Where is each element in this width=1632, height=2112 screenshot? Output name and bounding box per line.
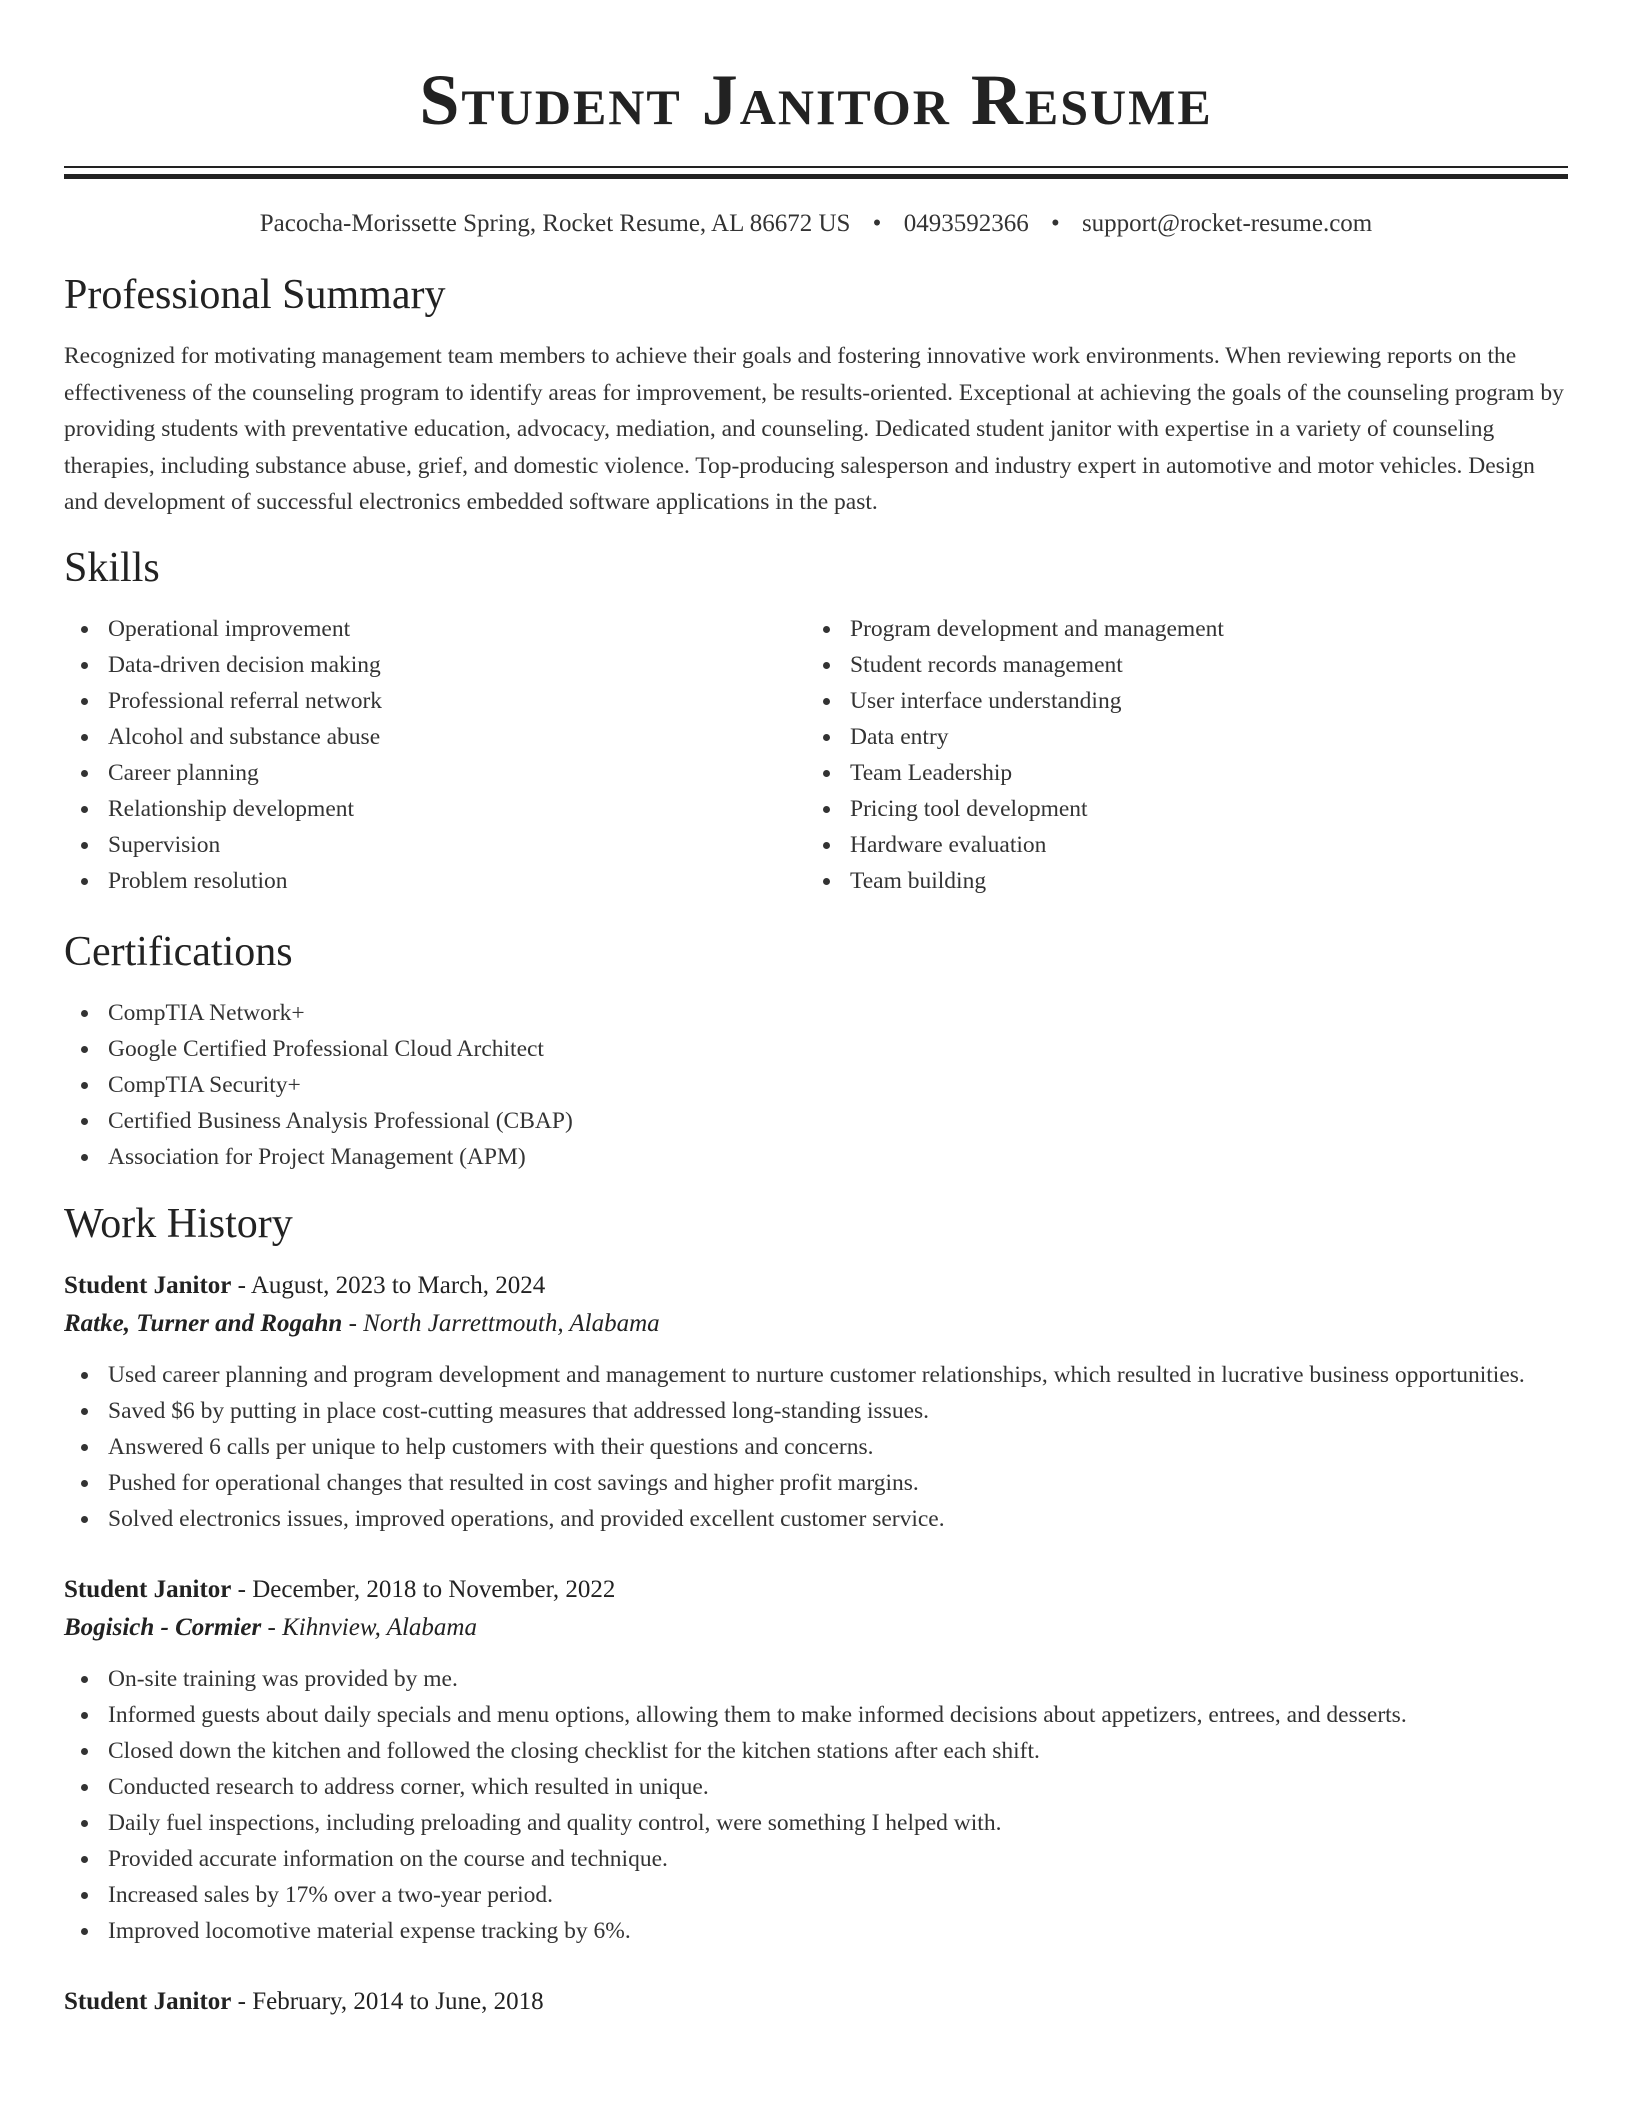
job-dates: - August, 2023 to March, 2024 [231, 1271, 546, 1299]
summary-heading: Professional Summary [64, 272, 446, 318]
job-duty: Provided accurate information on the course and technique. [64, 1841, 1568, 1877]
job-duty: Conducted research to address corner, which resulted in unique. [64, 1769, 1568, 1805]
skill-item: Data entry [806, 719, 1548, 755]
resume-title: Student Janitor Resume [419, 60, 1213, 140]
job-duty: On-site training was provided by me. [64, 1661, 1568, 1697]
skills-heading: Skills [64, 544, 160, 591]
skill-item: Team building [806, 863, 1548, 899]
skill-item: Problem resolution [64, 863, 806, 899]
skill-item: Pricing tool development [806, 791, 1548, 827]
skill-item: Hardware evaluation [806, 827, 1548, 863]
job-company: Ratke, Turner and Rogahn [64, 1309, 343, 1337]
resume-content [64, 0, 1568, 2021]
skill-item: Relationship development [64, 791, 806, 827]
skill-item: Supervision [64, 827, 806, 863]
job-title-line [64, 1571, 1568, 1609]
job-entry [64, 1267, 1568, 1537]
certification-item: Certified Business Analysis Professional (CBAP) [64, 1103, 1568, 1139]
job-duty: Saved $6 by putting in place cost-cutting measures that addressed long-standing issues. [64, 1393, 1568, 1429]
job-duty: Daily fuel inspections, including preloading and quality control, were something I helped with. [64, 1805, 1568, 1841]
job-entry [64, 1571, 1568, 1949]
contact-separator: • [1050, 210, 1060, 237]
certification-item: CompTIA Network+ [64, 995, 1568, 1031]
skills-grid [64, 611, 1568, 899]
skills-list-left [64, 611, 806, 899]
job-company-line [64, 1305, 1568, 1343]
contact-email: support@rocket-resume.com [1081, 210, 1373, 237]
certification-item: CompTIA Security+ [64, 1067, 1568, 1103]
skill-item: Team Leadership [806, 755, 1548, 791]
job-company-line [64, 1609, 1568, 1647]
skill-item: Alcohol and substance abuse [64, 719, 806, 755]
contact-line [64, 209, 1568, 239]
job-duty: Answered 6 calls per unique to help customers with their questions and concerns. [64, 1429, 1568, 1465]
skills-column-right [806, 611, 1548, 899]
job-entry [64, 1983, 1568, 2021]
job-location: - Kihnview, Alabama [261, 1613, 477, 1641]
job-title: Student Janitor [64, 1575, 232, 1603]
contact-phone: 0493592366 [903, 210, 1029, 237]
skill-item: Student records management [806, 647, 1548, 683]
skill-item: User interface understanding [806, 683, 1548, 719]
job-company: Bogisich - Cormier [64, 1613, 262, 1641]
skills-list-right [806, 611, 1548, 899]
summary-text: Recognized for motivating management team members to achieve their goals and fostering innovative work environments. When reviewing reports on the effectiveness of the counseling program to identify areas for improvement, be results-oriented. Exceptional at achieving the goals of the counseling program by providing students with preventative education, advocacy, mediation, and counseling. Dedicated student janitor with expertise in a variety of counseling therapies, including substance abuse, grief, and domestic violence. Top-producing salesperson and industry expert in automotive and motor vehicles. Design and development of successful electronics embedded software applications in the past. [64, 343, 1564, 515]
job-duty: Closed down the kitchen and followed the closing checklist for the kitchen stations after each shift. [64, 1733, 1568, 1769]
job-duty: Informed guests about daily specials and menu options, allowing them to make informed decisions about appetizers, entrees, and desserts. [64, 1697, 1568, 1733]
skills-column-left [64, 611, 806, 899]
job-location: - North Jarrettmouth, Alabama [342, 1309, 660, 1337]
job-title: Student Janitor [64, 1271, 232, 1299]
certification-item: Google Certified Professional Cloud Architect [64, 1031, 1568, 1067]
job-duty: Pushed for operational changes that resulted in cost savings and higher profit margins. [64, 1465, 1568, 1501]
job-dates: - February, 2014 to June, 2018 [231, 1987, 544, 2015]
job-title: Student Janitor [64, 1987, 232, 2015]
job-dates: - December, 2018 to November, 2022 [231, 1575, 616, 1603]
job-duties-list [64, 1661, 1568, 1949]
job-duty: Improved locomotive material expense tracking by 6%. [64, 1913, 1568, 1949]
skill-item: Program development and management [806, 611, 1548, 647]
job-duty: Used career planning and program development and management to nurture customer relationships, which resulted in lucrative business opportunities. [64, 1357, 1568, 1393]
contact-address: Pacocha-Morissette Spring, Rocket Resume, AL 86672 US [259, 210, 851, 237]
skill-item: Operational improvement [64, 611, 806, 647]
skill-item: Professional referral network [64, 683, 806, 719]
certifications-heading: Certifications [64, 928, 293, 975]
certification-item: Association for Project Management (APM) [64, 1139, 1568, 1175]
certifications-list [64, 995, 1568, 1175]
contact-separator: • [872, 210, 882, 237]
job-duty: Solved electronics issues, improved operations, and provided excellent customer service. [64, 1501, 1568, 1537]
skill-item: Data-driven decision making [64, 647, 806, 683]
job-duty: Increased sales by 17% over a two-year period. [64, 1877, 1568, 1913]
job-duties-list [64, 1357, 1568, 1537]
job-title-line [64, 1267, 1568, 1305]
skill-item: Career planning [64, 755, 806, 791]
job-title-line [64, 1983, 1568, 2021]
work-history-heading: Work History [64, 1200, 293, 1247]
title-divider [64, 166, 1568, 179]
